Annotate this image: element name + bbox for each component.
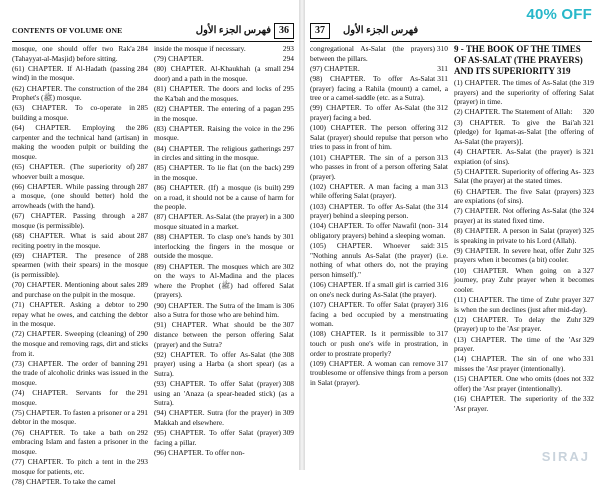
- toc-entry-page: 284: [136, 83, 148, 93]
- toc-entry-text: (82) CHAPTER. The entering of a pagan in the mosque.: [154, 103, 281, 123]
- toc-entry: [310, 202, 448, 221]
- toc-entry: [154, 163, 294, 182]
- right-page-header: [310, 20, 592, 42]
- toc-entry-text: (9) CHAPTER. In severe heat, offer Zuhr prayers when it becomes (a bit) cooler.: [454, 245, 581, 265]
- toc-entry-text: (87) CHAPTER. As-Salat (the prayer) in a mosque situated in a market.: [154, 212, 281, 232]
- toc-entry-text: (88) CHAPTER. To clasp one's hands by interlocking the fingers in the mosque or outside the mosque.: [154, 232, 294, 261]
- toc-entry: [310, 153, 448, 182]
- toc-entry-text: (2) CHAPTER. The Statement of Allah:: [454, 107, 573, 117]
- toc-entry: [454, 107, 594, 117]
- toc-entry-text: (83) CHAPTER. Raising the voice in the mosque.: [154, 123, 281, 143]
- page-number: 37: [310, 23, 330, 39]
- book-heading-page: 319: [556, 66, 571, 76]
- toc-entry-text: (108) CHAPTER. Is it permissible to touch or push one's wife in prostration, in order to prostrate properly?: [310, 329, 448, 358]
- toc-entry-page: 327: [582, 265, 594, 275]
- toc-entry-text: (4) CHAPTER. As-Salat (the prayer) is expiation (of sins).: [454, 146, 581, 166]
- discount-badge[interactable]: 40% OFF: [526, 6, 592, 23]
- toc-entry: [454, 295, 594, 314]
- toc-entry-page: 317: [436, 358, 448, 368]
- toc-entry-text: (16) CHAPTER. The superiority of the 'Asr prayer.: [454, 393, 581, 413]
- toc-entry-text: (13) CHAPTER. The time of the 'Asr prayer.: [454, 334, 581, 354]
- toc-entry-text: (8) CHAPTER. A person in Salat (prayer) is speaking in private to his Lord (Allah).: [454, 226, 581, 245]
- toc-entry-page: 301: [282, 232, 294, 242]
- toc-entry-text: (107) CHAPTER. To offer Salat (prayer) facing a bed occupied by a menstruating woman.: [310, 299, 448, 329]
- toc-entry-page: 314: [436, 221, 448, 231]
- toc-entry-page: 321: [582, 146, 594, 156]
- toc-entry: [310, 359, 448, 388]
- toc-entry-text: (66) CHAPTER. While passing through a mosque, (one should better) hold the arrowheads (with the hand).: [12, 181, 148, 211]
- toc-entry: [454, 315, 594, 334]
- toc-entry-page: 297: [282, 143, 294, 153]
- toc-entry: [12, 64, 148, 83]
- left-page-header: [12, 20, 294, 42]
- left-header-group: [196, 23, 294, 39]
- page-number: 36: [274, 23, 294, 39]
- toc-entry-text: mosque, one should offer two Rak'a (Tahayyat-al-Masjid) before sitting.: [12, 44, 135, 63]
- toc-entry-text: (101) CHAPTER. The sin of a person who passes in front of a person offering Salat (prayer).: [310, 152, 448, 181]
- toc-entry-page: 286: [136, 123, 148, 133]
- toc-entry-page: 320: [582, 107, 594, 117]
- toc-entry-page: 313: [436, 181, 448, 191]
- toc-entry-page: 332: [582, 393, 594, 403]
- toc-entry: [454, 78, 594, 107]
- toc-entry: [310, 44, 448, 63]
- toc-entry-text: (95) CHAPTER. To offer Salat (prayer) facing a pillar.: [154, 428, 281, 447]
- toc-entry-page: 313: [436, 152, 448, 162]
- toc-entry-text: (61) CHAPTER. If Al-Hadath (passing wind) in the mosque.: [12, 63, 135, 83]
- toc-entry-text: (76) CHAPTER. To take a bath on embracing Islam and fasten a prisoner in the mosque.: [12, 427, 148, 456]
- toc-entry: [12, 103, 148, 122]
- right-column-1: [310, 44, 448, 388]
- toc-entry: [154, 212, 294, 231]
- toc-entry-text: (64) CHAPTER. Employing the carpenter and the technical hand (artisan) in making the wooden pulpit or building the mosque.: [12, 123, 148, 161]
- toc-entry-page: 293: [282, 44, 294, 53]
- toc-entry-text: (7) CHAPTER. Not offering As-Salat (the prayer) at its stated fixed time.: [454, 206, 581, 225]
- toc-entry: [310, 280, 448, 299]
- toc-entry-page: 329: [582, 314, 594, 324]
- toc-entry-page: 324: [582, 206, 594, 216]
- toc-entry-page: 307: [282, 320, 294, 330]
- toc-entry: [12, 477, 148, 487]
- toc-entry: [12, 211, 148, 230]
- toc-entry: [12, 280, 148, 299]
- toc-entry-text: (105) CHAPTER. Whoever said: "Nothing annuls As-Salat (the prayer) (i.e. nothing of what others do, not the praying person himself).": [310, 241, 448, 279]
- toc-entry: [12, 428, 148, 457]
- toc-entry-text: (80) CHAPTER. Al-Khaukhah (a small door) and a path in the mosque.: [154, 64, 281, 83]
- toc-entry-page: 316: [436, 280, 448, 290]
- toc-entry: [454, 167, 594, 186]
- toc-entry-page: 287: [136, 211, 148, 221]
- toc-entry: [454, 394, 594, 413]
- toc-entry: [310, 329, 448, 358]
- toc-entry-text: (85) CHAPTER. To lie flat (on the back) in the mosque.: [154, 163, 281, 182]
- toc-entry-page: 312: [436, 103, 448, 113]
- toc-entry-page: 310: [436, 44, 448, 53]
- left-column-2: [154, 44, 294, 458]
- toc-entry: [12, 44, 148, 63]
- toc-entry: [454, 226, 594, 245]
- toc-entry-text: (75) CHAPTER. To fasten a prisoner or a debtor in the mosque.: [12, 407, 135, 427]
- toc-entry: [154, 428, 294, 447]
- toc-entry-page: 294: [282, 54, 294, 64]
- toc-entry: [12, 251, 148, 280]
- toc-entry-page: 323: [582, 186, 594, 196]
- toc-entry-text: (62) CHAPTER. The construction of the Prophet's (ﷺ) mosque.: [12, 83, 135, 103]
- toc-entry-page: 308: [282, 379, 294, 389]
- toc-entry: [154, 379, 294, 408]
- toc-entry-page: 308: [282, 349, 294, 359]
- toc-entry-page: 287: [136, 231, 148, 241]
- toc-entry: [154, 232, 294, 261]
- toc-entry-page: 325: [582, 226, 594, 236]
- toc-entry-page: 290: [136, 299, 148, 309]
- toc-entry-page: 315: [436, 241, 448, 251]
- toc-entry-text: (69) CHAPTER. The presence of spearmen (with their spears) in the mosque (is permissible).: [12, 250, 148, 279]
- toc-entry-page: 325: [582, 245, 594, 255]
- toc-entry-text: (97) CHAPTER.: [310, 63, 360, 73]
- toc-entry-page: 292: [136, 427, 148, 437]
- toc-entry-text: (99) CHAPTER. To offer As-Salat (the prayer) facing a bed.: [310, 103, 435, 122]
- book-heading: [454, 44, 594, 77]
- toc-entry: [154, 144, 294, 163]
- toc-entry: [154, 301, 294, 320]
- toc-entry-text: (11) CHAPTER. The time of Zuhr prayer is when the sun declines (just after mid-day).: [454, 295, 587, 314]
- toc-entry-text: (89) CHAPTER. The mosques which are on the ways to Al-Madina and the places where the Prophet (ﷺ) had offered Salat (prayers).: [154, 261, 294, 300]
- right-page: [304, 0, 600, 470]
- toc-entry-text: (63) CHAPTER. To co-operate in building a mosque.: [12, 103, 135, 122]
- toc-entry-text: (74) CHAPTER. Servants for the mosque.: [12, 388, 135, 407]
- toc-entry-page: 291: [136, 358, 148, 368]
- toc-entry-page: 321: [582, 117, 594, 127]
- toc-entry-page: 314: [436, 201, 448, 211]
- toc-entry-text: (70) CHAPTER. Mentioning about sales and purchase on the pulpit in the mosque.: [12, 280, 136, 299]
- toc-entry: [154, 320, 294, 349]
- toc-entry-text: (90) CHAPTER. The Sutra of the Imam is also a Sutra for those who are behind him.: [154, 300, 281, 320]
- toc-entry-page: 293: [136, 457, 148, 467]
- toc-entry: [154, 104, 294, 123]
- toc-entry: [454, 354, 594, 373]
- toc-entry-text: (84) CHAPTER. The religious gatherings in circles and sitting in the mosque.: [154, 143, 281, 163]
- toc-entry-page: 287: [136, 181, 148, 191]
- volume-title: CONTENTS OF VOLUME ONE: [12, 26, 123, 35]
- toc-entry: [154, 44, 294, 54]
- toc-entry: [12, 123, 148, 161]
- toc-entry: [154, 84, 294, 103]
- toc-entry-text: (14) CHAPTER. The sin of one who misses the 'Asr prayer (intentionally).: [454, 354, 581, 373]
- toc-entry-page: 296: [282, 123, 294, 133]
- toc-entry-text: (96) CHAPTER. To offer non-: [154, 448, 245, 458]
- toc-entry-text: (1) CHAPTER. The times of As-Salat (the prayers) and the superiority of offering Salat (prayer) in time.: [454, 78, 594, 107]
- toc-entry-page: 284: [136, 44, 148, 53]
- toc-entry-page: 309: [282, 408, 294, 418]
- toc-entry: [12, 359, 148, 388]
- toc-entry: [454, 335, 594, 354]
- toc-entry: [454, 266, 594, 295]
- toc-entry-text: (65) CHAPTER. (The superiority of) whoever built a mosque.: [12, 162, 135, 181]
- right-header-group: [310, 23, 418, 39]
- toc-entry-text: (6) CHAPTER. The five Salat (prayers) are expiations (of sins).: [454, 186, 581, 206]
- toc-entry-text: (72) CHAPTER. Sweeping (cleaning) of the mosque and removing rags, dirt and sticks from it.: [12, 329, 148, 358]
- toc-entry-text: (94) CHAPTER. Sutra (for the prayer) in Makkah and elsewhere.: [154, 408, 281, 428]
- toc-entry-text: (86) CHAPTER. (If) a mosque (is built) on a road, it should not be a cause of harm for the people.: [154, 183, 294, 212]
- right-column-2: [454, 44, 594, 414]
- toc-entry: [154, 350, 294, 379]
- toc-entry-page: 319: [582, 78, 594, 87]
- toc-entry-text: (5) CHAPTER. Superiority of offering As-Salat (the prayer) at the stated times.: [454, 166, 581, 186]
- toc-entry-text: (3) CHAPTER. To give the Bai'ah (pledge) for Iqamat-as-Salat [the offering of As-Salat (the prayers)].: [454, 117, 594, 146]
- toc-entry: [454, 187, 594, 206]
- toc-entry-text: (79) CHAPTER.: [154, 54, 204, 64]
- toc-entry-text: (98) CHAPTER. To offer As-Salat (prayer) facing a Rahila (mount) a camel, a tree or a camel-saddle (etc. as a Sutra).: [310, 73, 448, 103]
- toc-entry: [154, 408, 294, 427]
- toc-entry-page: 302: [282, 261, 294, 271]
- toc-entry-text: (93) CHAPTER. To offer Salat (prayer) using an 'Anaza (a spear-headed stick) (as a Sutra).: [154, 379, 294, 408]
- toc-entry-text: (109) CHAPTER. A woman can remove troublesome or offensive things from a person in Salat (prayer).: [310, 358, 448, 387]
- toc-entry-page: 285: [136, 103, 148, 113]
- toc-entry: [12, 182, 148, 211]
- toc-entry-text: (106) CHAPTER. If a small girl is carried on one's neck during As-Salat (the prayer).: [310, 280, 437, 299]
- toc-entry-text: inside the mosque if necessary.: [154, 44, 246, 53]
- toc-entry-page: 331: [582, 354, 594, 364]
- toc-entry: [454, 246, 594, 265]
- toc-entry: [454, 374, 594, 393]
- toc-entry: [154, 448, 294, 458]
- toc-entry: [454, 147, 594, 166]
- toc-entry-page: 299: [282, 163, 294, 173]
- toc-entry: [12, 388, 148, 407]
- toc-entry-page: 332: [582, 374, 594, 384]
- toc-entry: [154, 262, 294, 300]
- toc-entry-text: (15) CHAPTER. One who omits (does not offer) the 'Asr prayer (intentionally).: [454, 374, 581, 393]
- toc-entry-text: (102) CHAPTER. A man facing a man while offering Salat (prayer).: [310, 181, 435, 201]
- left-column-1: [12, 44, 148, 487]
- toc-entry-page: 323: [582, 166, 594, 176]
- toc-entry-page: 294: [282, 64, 294, 74]
- toc-entry-page: 291: [136, 388, 148, 398]
- toc-entry: [12, 300, 148, 329]
- toc-entry: [310, 103, 448, 122]
- toc-entry-page: 295: [282, 84, 294, 94]
- publisher-watermark: SIRAJ: [541, 449, 590, 464]
- toc-entry-page: 288: [136, 250, 148, 260]
- toc-entry: [310, 300, 448, 329]
- toc-entry-page: 309: [282, 428, 294, 438]
- toc-entry-page: 295: [282, 103, 294, 113]
- toc-entry: [12, 329, 148, 358]
- toc-entry-page: 317: [436, 329, 448, 339]
- toc-entry: [154, 124, 294, 143]
- toc-entry-page: 311: [437, 63, 448, 73]
- toc-entry: [310, 74, 448, 103]
- toc-entry-text: (92) CHAPTER. To offer As-Salat (the prayer) using a Harba (a short spear) (as a Sutra).: [154, 349, 294, 378]
- toc-entry-text: (77) CHAPTER. To pitch a tent in the mosque for patients, etc.: [12, 457, 135, 476]
- toc-entry-page: 287: [136, 162, 148, 172]
- toc-entry-text: (67) CHAPTER. Passing through a mosque (is permissible).: [12, 211, 135, 230]
- toc-entry-page: 291: [136, 407, 148, 417]
- toc-entry: [12, 162, 148, 181]
- toc-entry-page: 306: [282, 300, 294, 310]
- toc-entry: [310, 64, 448, 74]
- toc-entry-page: 316: [436, 299, 448, 309]
- arabic-title: فهرس الجزء الأول: [343, 25, 419, 36]
- toc-entry: [12, 84, 148, 103]
- toc-entry: [12, 231, 148, 250]
- book-heading-text: 9 - THE BOOK OF THE TIMES OF AS-SALAT (THE PRAYERS) AND ITS SUPERIORITY: [454, 44, 583, 76]
- toc-entry-text: (78) CHAPTER. To take the camel: [12, 476, 116, 486]
- toc-entry-text: (104) CHAPTER. To offer Nawafil (non-obligatory prayers) behind a sleeping woman.: [310, 221, 446, 241]
- toc-entry-text: (81) CHAPTER. The doors and locks of the Ka'bah and the mosques.: [154, 84, 281, 103]
- toc-entry-text: (91) CHAPTER. What should be the distance between the person offering Salat (prayer) and the Sutra?: [154, 320, 294, 349]
- toc-entry: [310, 241, 448, 279]
- toc-entry: [310, 182, 448, 201]
- toc-entry: [310, 123, 448, 152]
- toc-entry: [454, 118, 594, 147]
- toc-entry-page: 312: [436, 123, 448, 133]
- toc-entry-page: 327: [582, 295, 594, 304]
- toc-entry-text: congregational As-Salat (the prayers) between the pillars.: [310, 44, 435, 63]
- toc-entry-text: (103) CHAPTER. To offer As-Salat (the prayer) behind a sleeping person.: [310, 201, 435, 221]
- toc-entry-text: (12) CHAPTER. To delay the Zuhr (prayer) up to the 'Asr prayer.: [454, 314, 581, 334]
- toc-entry: [154, 183, 294, 212]
- toc-entry: [154, 54, 294, 64]
- toc-entry-page: 300: [282, 212, 294, 222]
- toc-entry-text: (100) CHAPTER. The person offering Salat (prayer) should repulse that person who tries to pass in front of him.: [310, 123, 448, 152]
- toc-entry-page: 329: [582, 334, 594, 344]
- toc-entry: [12, 408, 148, 427]
- toc-entry: [310, 221, 448, 240]
- toc-entry-page: 290: [136, 329, 148, 339]
- toc-entry-text: (71) CHAPTER. Asking a debtor to repay what he owes, and catching the debtor in the mosque.: [12, 299, 148, 329]
- toc-entry-page: 299: [282, 183, 294, 193]
- toc-entry-page: 289: [136, 280, 148, 290]
- toc-entry: [154, 64, 294, 83]
- toc-entry-page: 284: [136, 63, 148, 73]
- arabic-title: فهرس الجزء الأول: [195, 25, 271, 36]
- toc-entry-page: 311: [437, 73, 448, 83]
- toc-entry-text: (10) CHAPTER. When going on a journey, pray Zuhr prayer when it becomes cooler.: [454, 265, 594, 294]
- toc-entry-text: (68) CHAPTER. What is said about reciting poetry in the mosque.: [12, 231, 135, 250]
- toc-entry-text: (73) CHAPTER. The order of banning the trade of alcoholic drinks was issued in the mosque.: [12, 358, 148, 387]
- toc-entry: [454, 206, 594, 225]
- toc-entry: [12, 457, 148, 476]
- left-page: [0, 0, 300, 486]
